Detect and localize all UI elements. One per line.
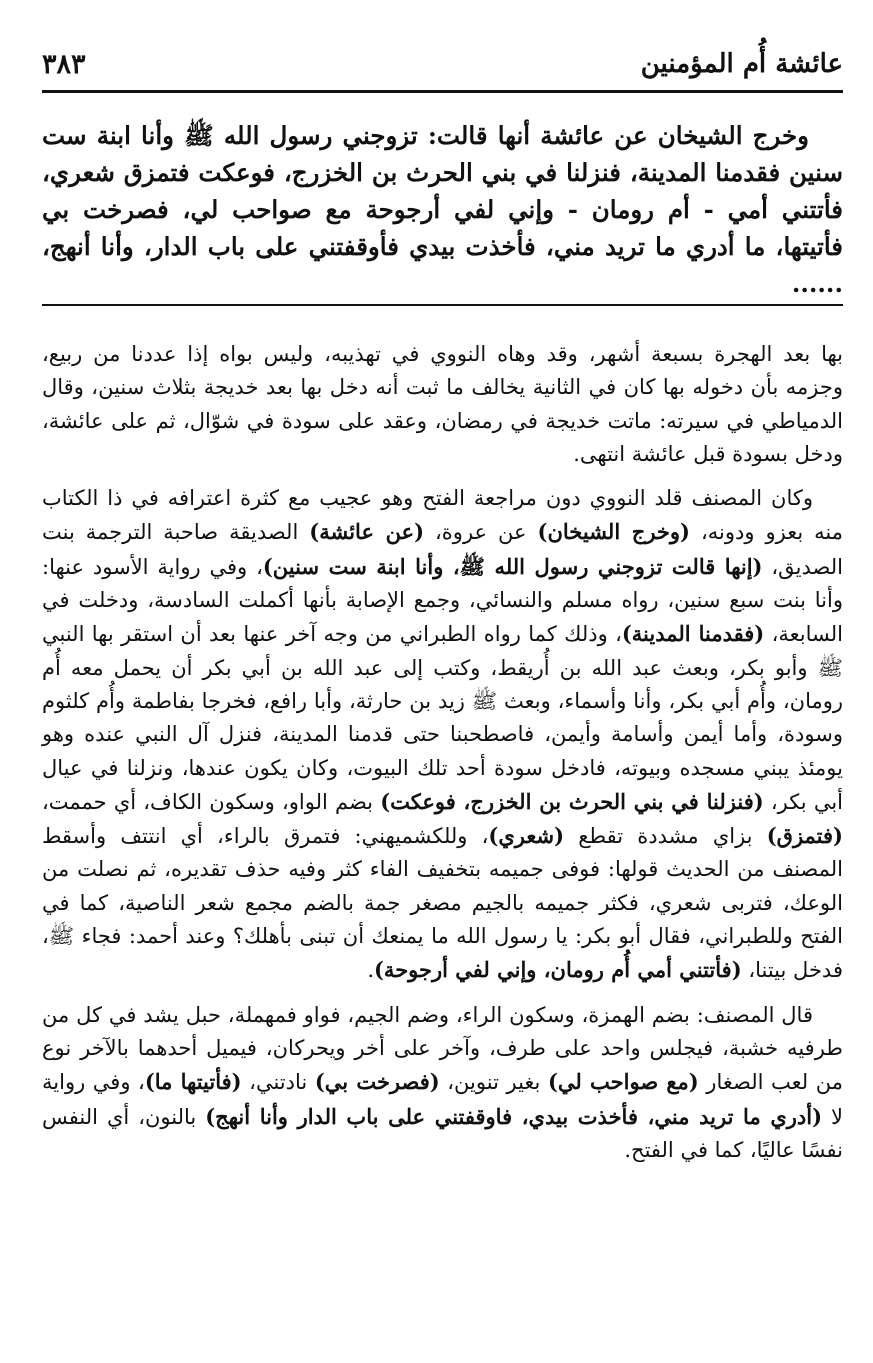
running-title: عائشة أُم المؤمنين (640, 49, 843, 79)
text-run: الصديقة صاحبة الترجمة بنت الصديق، (42, 520, 843, 579)
text-run: ، وفي رواية الأسود عنها: وأنا بنت سبع سنين، رواه مسلم والنسائي، وجمع الإصابة بأنها أكملت السادسة، ودخلت في السابعة، (42, 554, 843, 647)
quoted-phrase: (مع صواحب لي) (547, 1069, 699, 1095)
text-run: بزاي مشددة تقطع (564, 824, 767, 849)
hadith-body: وخرج الشيخان عن عائشة أنها قالت: تزوجني رسول الله ﷺ وأنا ابنة ست سنين فقدمنا المدينة، فنزلنا في بني الحرث بن الخزرج، فوعكت فتمزق شعري، فأتتني أمي - أم رومان - وإني لفي أرجوحة مع صواحب لي، فصرخت بي فأتيتها، ما أدري ما تريد مني، فأخذت بيدي فأوقفتني على باب الدار، وأنا أنهج، (42, 121, 843, 261)
text-run: بالنون، أي النفس نفسًا عاليًا، كما في الفتح. (42, 1104, 843, 1162)
commentary-paragraph-3 (42, 999, 843, 1167)
quoted-phrase: (شعري) (488, 823, 565, 849)
commentary-paragraph-2 (42, 482, 843, 987)
text-run: بغير تنوين، (439, 1070, 548, 1095)
hadith-ellipsis: ...... (791, 269, 843, 298)
quoted-phrase: (فأتيتها ما) (144, 1069, 242, 1095)
text-run: ، وذلك كما رواه الطبراني من وجه آخر عنها بعد أن استقر بها النبي ﷺ وأبو بكر، وبعث عبد الله بن أُريقط، وكتب إلى عبد الله بن أبي بكر أن يحمل معه أُم رومان، وأُم أبي بكر، وأنا وأسماء، وبعث ﷺ زيد بن حارثة، وأبا رافع، فخرجا بفاطمة وأُم كلثوم وسودة، وأما أيمن وأسامة وأيمن، فاصطحبنا حتى قدمنا المدينة، فنزل آل النبي عنده وهو يومئذ يبني مسجده وبيوته، فادخل سودة أحد تلك البيوت، وكان يكون عندها، ونزلنا في عيال أبي بكر، (42, 622, 843, 814)
quoted-phrase: (فنزلنا في بني الحرث بن الخزرج، فوعكت) (380, 788, 764, 814)
text-run: وكان المصنف قلد النووي دون مراجعة الفتح وهو عجيب مع كثرة اعترافه في ذا الكتاب منه بعزو ودونه، (42, 486, 843, 545)
text-run: ، وفي رواية لا (42, 1070, 844, 1129)
quoted-phrase: (فصرخت بي) (314, 1069, 440, 1095)
text-run: عن عروة، (424, 520, 538, 545)
page-header (42, 38, 843, 93)
text-run: بضم الواو، وسكون الكاف، أي حممت، (42, 789, 381, 814)
hadith-text (42, 117, 843, 302)
section-divider (42, 304, 843, 306)
page-number: ٣٨٣ (42, 48, 86, 80)
quoted-phrase: (فأتتني أمي أُم رومان، وإني لفي أرجوحة) (374, 957, 742, 983)
hadith-paragraph (42, 117, 843, 302)
quoted-phrase: (أدري ما تريد مني، فأخذت بيدي، فاوقفتني على باب الدار وأنا أنهج) (205, 1103, 823, 1129)
text-run: نادتني، (241, 1070, 315, 1095)
quoted-phrase: (فقدمنا المدينة) (621, 621, 765, 647)
quoted-phrase: (إنها قالت تزوجني رسول الله ﷺ، وأنا ابنة ست سنين) (262, 553, 763, 579)
quoted-phrase: (فتمزق) (766, 823, 843, 849)
quoted-phrase: (وخرج الشيخان) (537, 519, 690, 545)
quoted-phrase: (عن عائشة) (309, 519, 425, 545)
text-run: قال المصنف: بضم الهمزة، وسكون الراء، وضم الجيم، فواو فمهملة، حبل يشد في كل من طرفيه خشبة، فيجلس واحد على طرف، وآخر على أخر ويحركان، فيميل أحدهما بالآخر نوع من لعب الصغار (42, 1002, 843, 1095)
commentary-paragraph-1: بها بعد الهجرة بسبعة أشهر، وقد وهاه النووي في تهذيبه، وليس بواه إذا عددنا من ربيع، وجزمه بأن دخوله بها كان في الثانية يخالف ما ثبت أنه دخل بها بعد خديجة بثلاث سنين، وقال الدمياطي في سيرته: ماتت خديجة في رمضان، وعقد على سودة في شوّال، ثم على عائشة، ودخل بسودة قبل عائشة انتهى. (42, 342, 843, 466)
commentary (42, 338, 843, 1178)
text-run: ، وللكشميهني: فتمرق بالراء، أي انتتف وأسقط المصنف من الحديث قولها: فوفى جميمه بتخفيف الفاء كثر وفيه حذف تقديره، ثم نصلت من الوعك، فتربى شعري، فكثر جميمه بالجيم مصغر جمة بالضم مجمع شعر الناصية، كما في الفتح وللطبراني، فقال أبو بكر: يا رسول الله ما يمنعك أن تبنى بأهلك؟ وعند أحمد: فجاء ﷺ، فدخل بيتنا، (42, 824, 843, 983)
text-run: . (367, 958, 374, 983)
